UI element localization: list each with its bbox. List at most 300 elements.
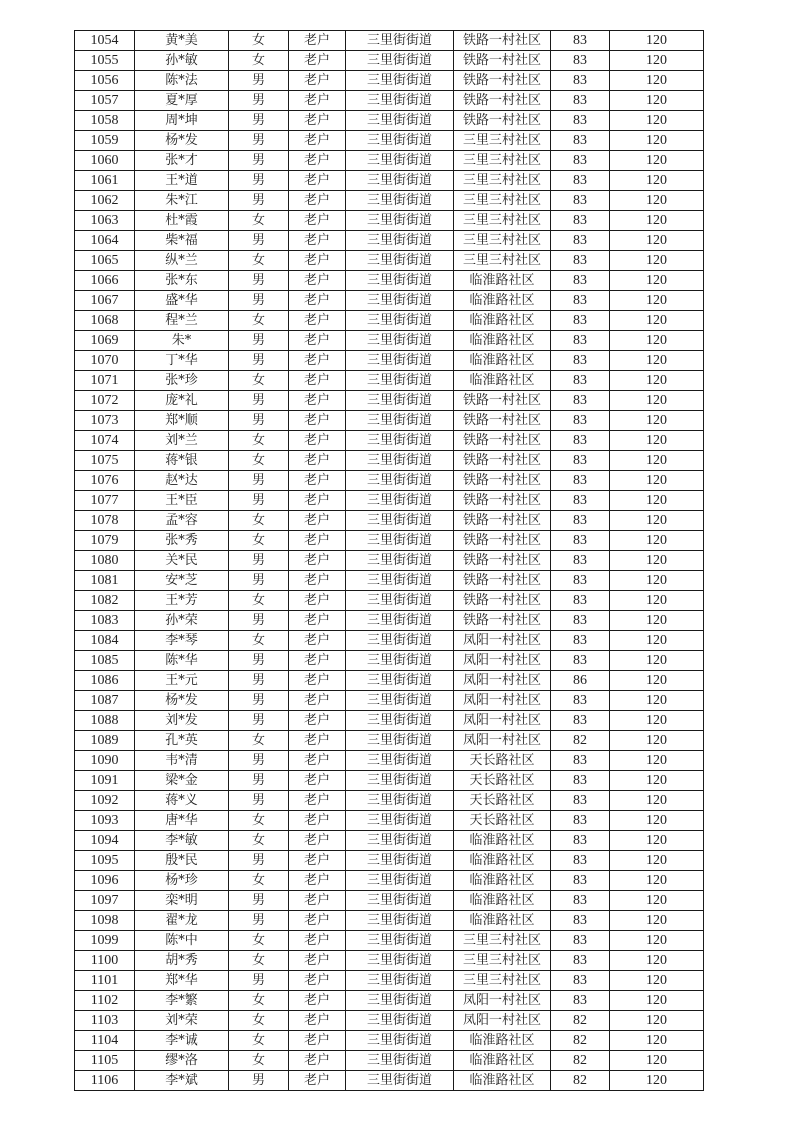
- amount-cell: 120: [610, 71, 704, 91]
- table-row: [75, 931, 704, 951]
- amount-cell: 120: [610, 271, 704, 291]
- amount-cell: 120: [610, 931, 704, 951]
- household-type-cell: 老户: [289, 771, 346, 791]
- gender-cell: 女: [229, 371, 289, 391]
- amount-cell: 120: [610, 551, 704, 571]
- table-row: [75, 111, 704, 131]
- gender-cell: 男: [229, 911, 289, 931]
- age-cell: 83: [551, 411, 610, 431]
- community-cell: 凤阳一村社区: [454, 1011, 551, 1031]
- age-cell: 83: [551, 371, 610, 391]
- table-row: [75, 411, 704, 431]
- table-row: [75, 471, 704, 491]
- street-cell: 三里街街道: [346, 51, 454, 71]
- gender-cell: 男: [229, 971, 289, 991]
- street-cell: 三里街街道: [346, 211, 454, 231]
- gender-cell: 男: [229, 571, 289, 591]
- id-cell: 1067: [75, 291, 135, 311]
- street-cell: 三里街街道: [346, 291, 454, 311]
- id-cell: 1094: [75, 831, 135, 851]
- community-cell: 三里三村社区: [454, 211, 551, 231]
- table-row: [75, 311, 704, 331]
- household-type-cell: 老户: [289, 671, 346, 691]
- household-type-cell: 老户: [289, 291, 346, 311]
- age-cell: 83: [551, 811, 610, 831]
- amount-cell: 120: [610, 531, 704, 551]
- id-cell: 1087: [75, 691, 135, 711]
- age-cell: 83: [551, 711, 610, 731]
- gender-cell: 女: [229, 311, 289, 331]
- gender-cell: 男: [229, 291, 289, 311]
- name-cell: 刘*兰: [135, 431, 229, 451]
- amount-cell: 120: [610, 311, 704, 331]
- household-type-cell: 老户: [289, 751, 346, 771]
- gender-cell: 女: [229, 951, 289, 971]
- name-cell: 盛*华: [135, 291, 229, 311]
- table-row: [75, 251, 704, 271]
- table-row: [75, 991, 704, 1011]
- community-cell: 临淮路社区: [454, 911, 551, 931]
- age-cell: 83: [551, 851, 610, 871]
- household-type-cell: 老户: [289, 191, 346, 211]
- name-cell: 周*坤: [135, 111, 229, 131]
- gender-cell: 女: [229, 631, 289, 651]
- community-cell: 天长路社区: [454, 771, 551, 791]
- household-type-cell: 老户: [289, 211, 346, 231]
- name-cell: 柴*福: [135, 231, 229, 251]
- household-type-cell: 老户: [289, 551, 346, 571]
- amount-cell: 120: [610, 891, 704, 911]
- household-type-cell: 老户: [289, 351, 346, 371]
- street-cell: 三里街街道: [346, 631, 454, 651]
- table-row: [75, 551, 704, 571]
- gender-cell: 男: [229, 111, 289, 131]
- name-cell: 杨*发: [135, 691, 229, 711]
- street-cell: 三里街街道: [346, 591, 454, 611]
- gender-cell: 男: [229, 691, 289, 711]
- name-cell: 朱*江: [135, 191, 229, 211]
- table-row: [75, 211, 704, 231]
- name-cell: 李*敏: [135, 831, 229, 851]
- community-cell: 临淮路社区: [454, 891, 551, 911]
- id-cell: 1058: [75, 111, 135, 131]
- street-cell: 三里街街道: [346, 31, 454, 51]
- amount-cell: 120: [610, 811, 704, 831]
- table-row: [75, 231, 704, 251]
- amount-cell: 120: [610, 251, 704, 271]
- gender-cell: 女: [229, 931, 289, 951]
- table-row: [75, 791, 704, 811]
- street-cell: 三里街街道: [346, 1051, 454, 1071]
- gender-cell: 女: [229, 31, 289, 51]
- street-cell: 三里街街道: [346, 911, 454, 931]
- id-cell: 1068: [75, 311, 135, 331]
- community-cell: 凤阳一村社区: [454, 651, 551, 671]
- street-cell: 三里街街道: [346, 991, 454, 1011]
- table-row: [75, 491, 704, 511]
- gender-cell: 女: [229, 811, 289, 831]
- amount-cell: 120: [610, 1031, 704, 1051]
- household-type-cell: 老户: [289, 911, 346, 931]
- community-cell: 铁路一村社区: [454, 471, 551, 491]
- age-cell: 83: [551, 691, 610, 711]
- age-cell: 82: [551, 1071, 610, 1091]
- id-cell: 1097: [75, 891, 135, 911]
- amount-cell: 120: [610, 491, 704, 511]
- name-cell: 王*臣: [135, 491, 229, 511]
- id-cell: 1057: [75, 91, 135, 111]
- table-row: [75, 671, 704, 691]
- household-type-cell: 老户: [289, 411, 346, 431]
- table-row: [75, 1071, 704, 1091]
- amount-cell: 120: [610, 291, 704, 311]
- community-cell: 铁路一村社区: [454, 431, 551, 451]
- gender-cell: 男: [229, 91, 289, 111]
- community-cell: 三里三村社区: [454, 151, 551, 171]
- age-cell: 83: [551, 791, 610, 811]
- gender-cell: 男: [229, 671, 289, 691]
- household-type-cell: 老户: [289, 971, 346, 991]
- id-cell: 1105: [75, 1051, 135, 1071]
- age-cell: 83: [551, 31, 610, 51]
- age-cell: 83: [551, 591, 610, 611]
- household-type-cell: 老户: [289, 991, 346, 1011]
- community-cell: 临淮路社区: [454, 351, 551, 371]
- amount-cell: 120: [610, 791, 704, 811]
- table-row: [75, 291, 704, 311]
- name-cell: 郑*顺: [135, 411, 229, 431]
- amount-cell: 120: [610, 51, 704, 71]
- street-cell: 三里街街道: [346, 851, 454, 871]
- table-row: [75, 751, 704, 771]
- id-cell: 1106: [75, 1071, 135, 1091]
- gender-cell: 女: [229, 591, 289, 611]
- id-cell: 1090: [75, 751, 135, 771]
- table-row: [75, 651, 704, 671]
- street-cell: 三里街街道: [346, 331, 454, 351]
- amount-cell: 120: [610, 191, 704, 211]
- street-cell: 三里街街道: [346, 231, 454, 251]
- name-cell: 关*民: [135, 551, 229, 571]
- amount-cell: 120: [610, 471, 704, 491]
- id-cell: 1060: [75, 151, 135, 171]
- id-cell: 1073: [75, 411, 135, 431]
- household-type-cell: 老户: [289, 51, 346, 71]
- gender-cell: 男: [229, 851, 289, 871]
- street-cell: 三里街街道: [346, 191, 454, 211]
- community-cell: 天长路社区: [454, 811, 551, 831]
- age-cell: 83: [551, 771, 610, 791]
- street-cell: 三里街街道: [346, 711, 454, 731]
- amount-cell: 120: [610, 111, 704, 131]
- community-cell: 临淮路社区: [454, 831, 551, 851]
- amount-cell: 120: [610, 591, 704, 611]
- table-row: [75, 91, 704, 111]
- household-type-cell: 老户: [289, 491, 346, 511]
- street-cell: 三里街街道: [346, 951, 454, 971]
- amount-cell: 120: [610, 831, 704, 851]
- amount-cell: 120: [610, 951, 704, 971]
- name-cell: 唐*华: [135, 811, 229, 831]
- id-cell: 1103: [75, 1011, 135, 1031]
- street-cell: 三里街街道: [346, 91, 454, 111]
- table-row: [75, 891, 704, 911]
- street-cell: 三里街街道: [346, 531, 454, 551]
- street-cell: 三里街街道: [346, 511, 454, 531]
- street-cell: 三里街街道: [346, 1031, 454, 1051]
- age-cell: 83: [551, 991, 610, 1011]
- household-type-cell: 老户: [289, 251, 346, 271]
- table-row: [75, 351, 704, 371]
- amount-cell: 120: [610, 691, 704, 711]
- community-cell: 铁路一村社区: [454, 391, 551, 411]
- street-cell: 三里街街道: [346, 751, 454, 771]
- amount-cell: 120: [610, 1071, 704, 1091]
- name-cell: 蒋*银: [135, 451, 229, 471]
- household-type-cell: 老户: [289, 591, 346, 611]
- age-cell: 82: [551, 1051, 610, 1071]
- gender-cell: 男: [229, 551, 289, 571]
- household-type-cell: 老户: [289, 91, 346, 111]
- street-cell: 三里街街道: [346, 111, 454, 131]
- gender-cell: 女: [229, 991, 289, 1011]
- age-cell: 83: [551, 951, 610, 971]
- community-cell: 临淮路社区: [454, 1031, 551, 1051]
- community-cell: 铁路一村社区: [454, 451, 551, 471]
- amount-cell: 120: [610, 171, 704, 191]
- name-cell: 陈*中: [135, 931, 229, 951]
- table-row: [75, 191, 704, 211]
- name-cell: 丁*华: [135, 351, 229, 371]
- community-cell: 铁路一村社区: [454, 611, 551, 631]
- household-type-cell: 老户: [289, 371, 346, 391]
- table-row: [75, 711, 704, 731]
- table-row: [75, 31, 704, 51]
- community-cell: 三里三村社区: [454, 251, 551, 271]
- id-cell: 1076: [75, 471, 135, 491]
- street-cell: 三里街街道: [346, 411, 454, 431]
- name-cell: 夏*厚: [135, 91, 229, 111]
- gender-cell: 男: [229, 1071, 289, 1091]
- name-cell: 陈*华: [135, 651, 229, 671]
- household-type-cell: 老户: [289, 1031, 346, 1051]
- amount-cell: 120: [610, 971, 704, 991]
- street-cell: 三里街街道: [346, 691, 454, 711]
- age-cell: 83: [551, 571, 610, 591]
- id-cell: 1088: [75, 711, 135, 731]
- community-cell: 铁路一村社区: [454, 551, 551, 571]
- amount-cell: 120: [610, 351, 704, 371]
- name-cell: 朱*: [135, 331, 229, 351]
- table-row: [75, 871, 704, 891]
- table-row: [75, 131, 704, 151]
- table-row: [75, 811, 704, 831]
- table-row: [75, 1051, 704, 1071]
- household-type-cell: 老户: [289, 531, 346, 551]
- community-cell: 铁路一村社区: [454, 111, 551, 131]
- age-cell: 83: [551, 391, 610, 411]
- amount-cell: 120: [610, 611, 704, 631]
- gender-cell: 女: [229, 731, 289, 751]
- name-cell: 张*东: [135, 271, 229, 291]
- community-cell: 临淮路社区: [454, 371, 551, 391]
- amount-cell: 120: [610, 1051, 704, 1071]
- amount-cell: 120: [610, 131, 704, 151]
- id-cell: 1085: [75, 651, 135, 671]
- age-cell: 83: [551, 871, 610, 891]
- age-cell: 83: [551, 891, 610, 911]
- amount-cell: 120: [610, 371, 704, 391]
- id-cell: 1070: [75, 351, 135, 371]
- street-cell: 三里街街道: [346, 671, 454, 691]
- table-row: [75, 1011, 704, 1031]
- name-cell: 孙*荣: [135, 611, 229, 631]
- table-row: [75, 511, 704, 531]
- community-cell: 铁路一村社区: [454, 591, 551, 611]
- amount-cell: 120: [610, 331, 704, 351]
- table-row: [75, 171, 704, 191]
- age-cell: 83: [551, 751, 610, 771]
- age-cell: 83: [551, 831, 610, 851]
- table-row: [75, 51, 704, 71]
- id-cell: 1096: [75, 871, 135, 891]
- household-type-cell: 老户: [289, 851, 346, 871]
- id-cell: 1064: [75, 231, 135, 251]
- street-cell: 三里街街道: [346, 831, 454, 851]
- household-type-cell: 老户: [289, 951, 346, 971]
- id-cell: 1086: [75, 671, 135, 691]
- amount-cell: 120: [610, 391, 704, 411]
- id-cell: 1072: [75, 391, 135, 411]
- community-cell: 三里三村社区: [454, 171, 551, 191]
- table-row: [75, 611, 704, 631]
- table-row: [75, 851, 704, 871]
- name-cell: 张*珍: [135, 371, 229, 391]
- amount-cell: 120: [610, 711, 704, 731]
- table-row: [75, 451, 704, 471]
- street-cell: 三里街街道: [346, 391, 454, 411]
- id-cell: 1078: [75, 511, 135, 531]
- name-cell: 孟*容: [135, 511, 229, 531]
- id-cell: 1099: [75, 931, 135, 951]
- table-row: [75, 691, 704, 711]
- name-cell: 孙*敏: [135, 51, 229, 71]
- street-cell: 三里街街道: [346, 971, 454, 991]
- household-type-cell: 老户: [289, 31, 346, 51]
- community-cell: 铁路一村社区: [454, 71, 551, 91]
- age-cell: 82: [551, 1011, 610, 1031]
- gender-cell: 女: [229, 431, 289, 451]
- community-cell: 三里三村社区: [454, 231, 551, 251]
- name-cell: 胡*秀: [135, 951, 229, 971]
- amount-cell: 120: [610, 211, 704, 231]
- gender-cell: 男: [229, 651, 289, 671]
- age-cell: 83: [551, 91, 610, 111]
- community-cell: 临淮路社区: [454, 291, 551, 311]
- id-cell: 1066: [75, 271, 135, 291]
- gender-cell: 女: [229, 871, 289, 891]
- street-cell: 三里街街道: [346, 471, 454, 491]
- community-cell: 凤阳一村社区: [454, 991, 551, 1011]
- age-cell: 82: [551, 731, 610, 751]
- gender-cell: 男: [229, 231, 289, 251]
- household-type-cell: 老户: [289, 431, 346, 451]
- amount-cell: 120: [610, 91, 704, 111]
- gender-cell: 女: [229, 1051, 289, 1071]
- gender-cell: 男: [229, 391, 289, 411]
- amount-cell: 120: [610, 511, 704, 531]
- amount-cell: 120: [610, 771, 704, 791]
- id-cell: 1098: [75, 911, 135, 931]
- household-type-cell: 老户: [289, 731, 346, 751]
- age-cell: 83: [551, 311, 610, 331]
- name-cell: 刘*发: [135, 711, 229, 731]
- table-row: [75, 951, 704, 971]
- community-cell: 三里三村社区: [454, 931, 551, 951]
- community-cell: 临淮路社区: [454, 331, 551, 351]
- community-cell: 铁路一村社区: [454, 91, 551, 111]
- id-cell: 1075: [75, 451, 135, 471]
- household-type-cell: 老户: [289, 831, 346, 851]
- household-type-cell: 老户: [289, 931, 346, 951]
- household-type-cell: 老户: [289, 791, 346, 811]
- id-cell: 1056: [75, 71, 135, 91]
- gender-cell: 男: [229, 191, 289, 211]
- household-type-cell: 老户: [289, 171, 346, 191]
- community-cell: 铁路一村社区: [454, 31, 551, 51]
- table-row: [75, 971, 704, 991]
- id-cell: 1071: [75, 371, 135, 391]
- age-cell: 83: [551, 551, 610, 571]
- id-cell: 1055: [75, 51, 135, 71]
- table-row: [75, 431, 704, 451]
- age-cell: 83: [551, 651, 610, 671]
- gender-cell: 女: [229, 51, 289, 71]
- community-cell: 天长路社区: [454, 751, 551, 771]
- id-cell: 1082: [75, 591, 135, 611]
- name-cell: 黄*美: [135, 31, 229, 51]
- amount-cell: 120: [610, 991, 704, 1011]
- community-cell: 铁路一村社区: [454, 571, 551, 591]
- id-cell: 1091: [75, 771, 135, 791]
- table-row: [75, 1031, 704, 1051]
- gender-cell: 男: [229, 491, 289, 511]
- id-cell: 1092: [75, 791, 135, 811]
- amount-cell: 120: [610, 651, 704, 671]
- name-cell: 孔*英: [135, 731, 229, 751]
- gender-cell: 男: [229, 131, 289, 151]
- age-cell: 83: [551, 151, 610, 171]
- table-body: [75, 31, 704, 1091]
- table-row: [75, 531, 704, 551]
- amount-cell: 120: [610, 451, 704, 471]
- street-cell: 三里街街道: [346, 371, 454, 391]
- community-cell: 凤阳一村社区: [454, 731, 551, 751]
- age-cell: 83: [551, 351, 610, 371]
- name-cell: 杨*发: [135, 131, 229, 151]
- age-cell: 83: [551, 231, 610, 251]
- household-type-cell: 老户: [289, 391, 346, 411]
- community-cell: 铁路一村社区: [454, 491, 551, 511]
- household-type-cell: 老户: [289, 1051, 346, 1071]
- id-cell: 1080: [75, 551, 135, 571]
- gender-cell: 女: [229, 451, 289, 471]
- table-row: [75, 831, 704, 851]
- gender-cell: 女: [229, 1011, 289, 1031]
- id-cell: 1093: [75, 811, 135, 831]
- community-cell: 三里三村社区: [454, 971, 551, 991]
- data-table: [74, 30, 704, 1091]
